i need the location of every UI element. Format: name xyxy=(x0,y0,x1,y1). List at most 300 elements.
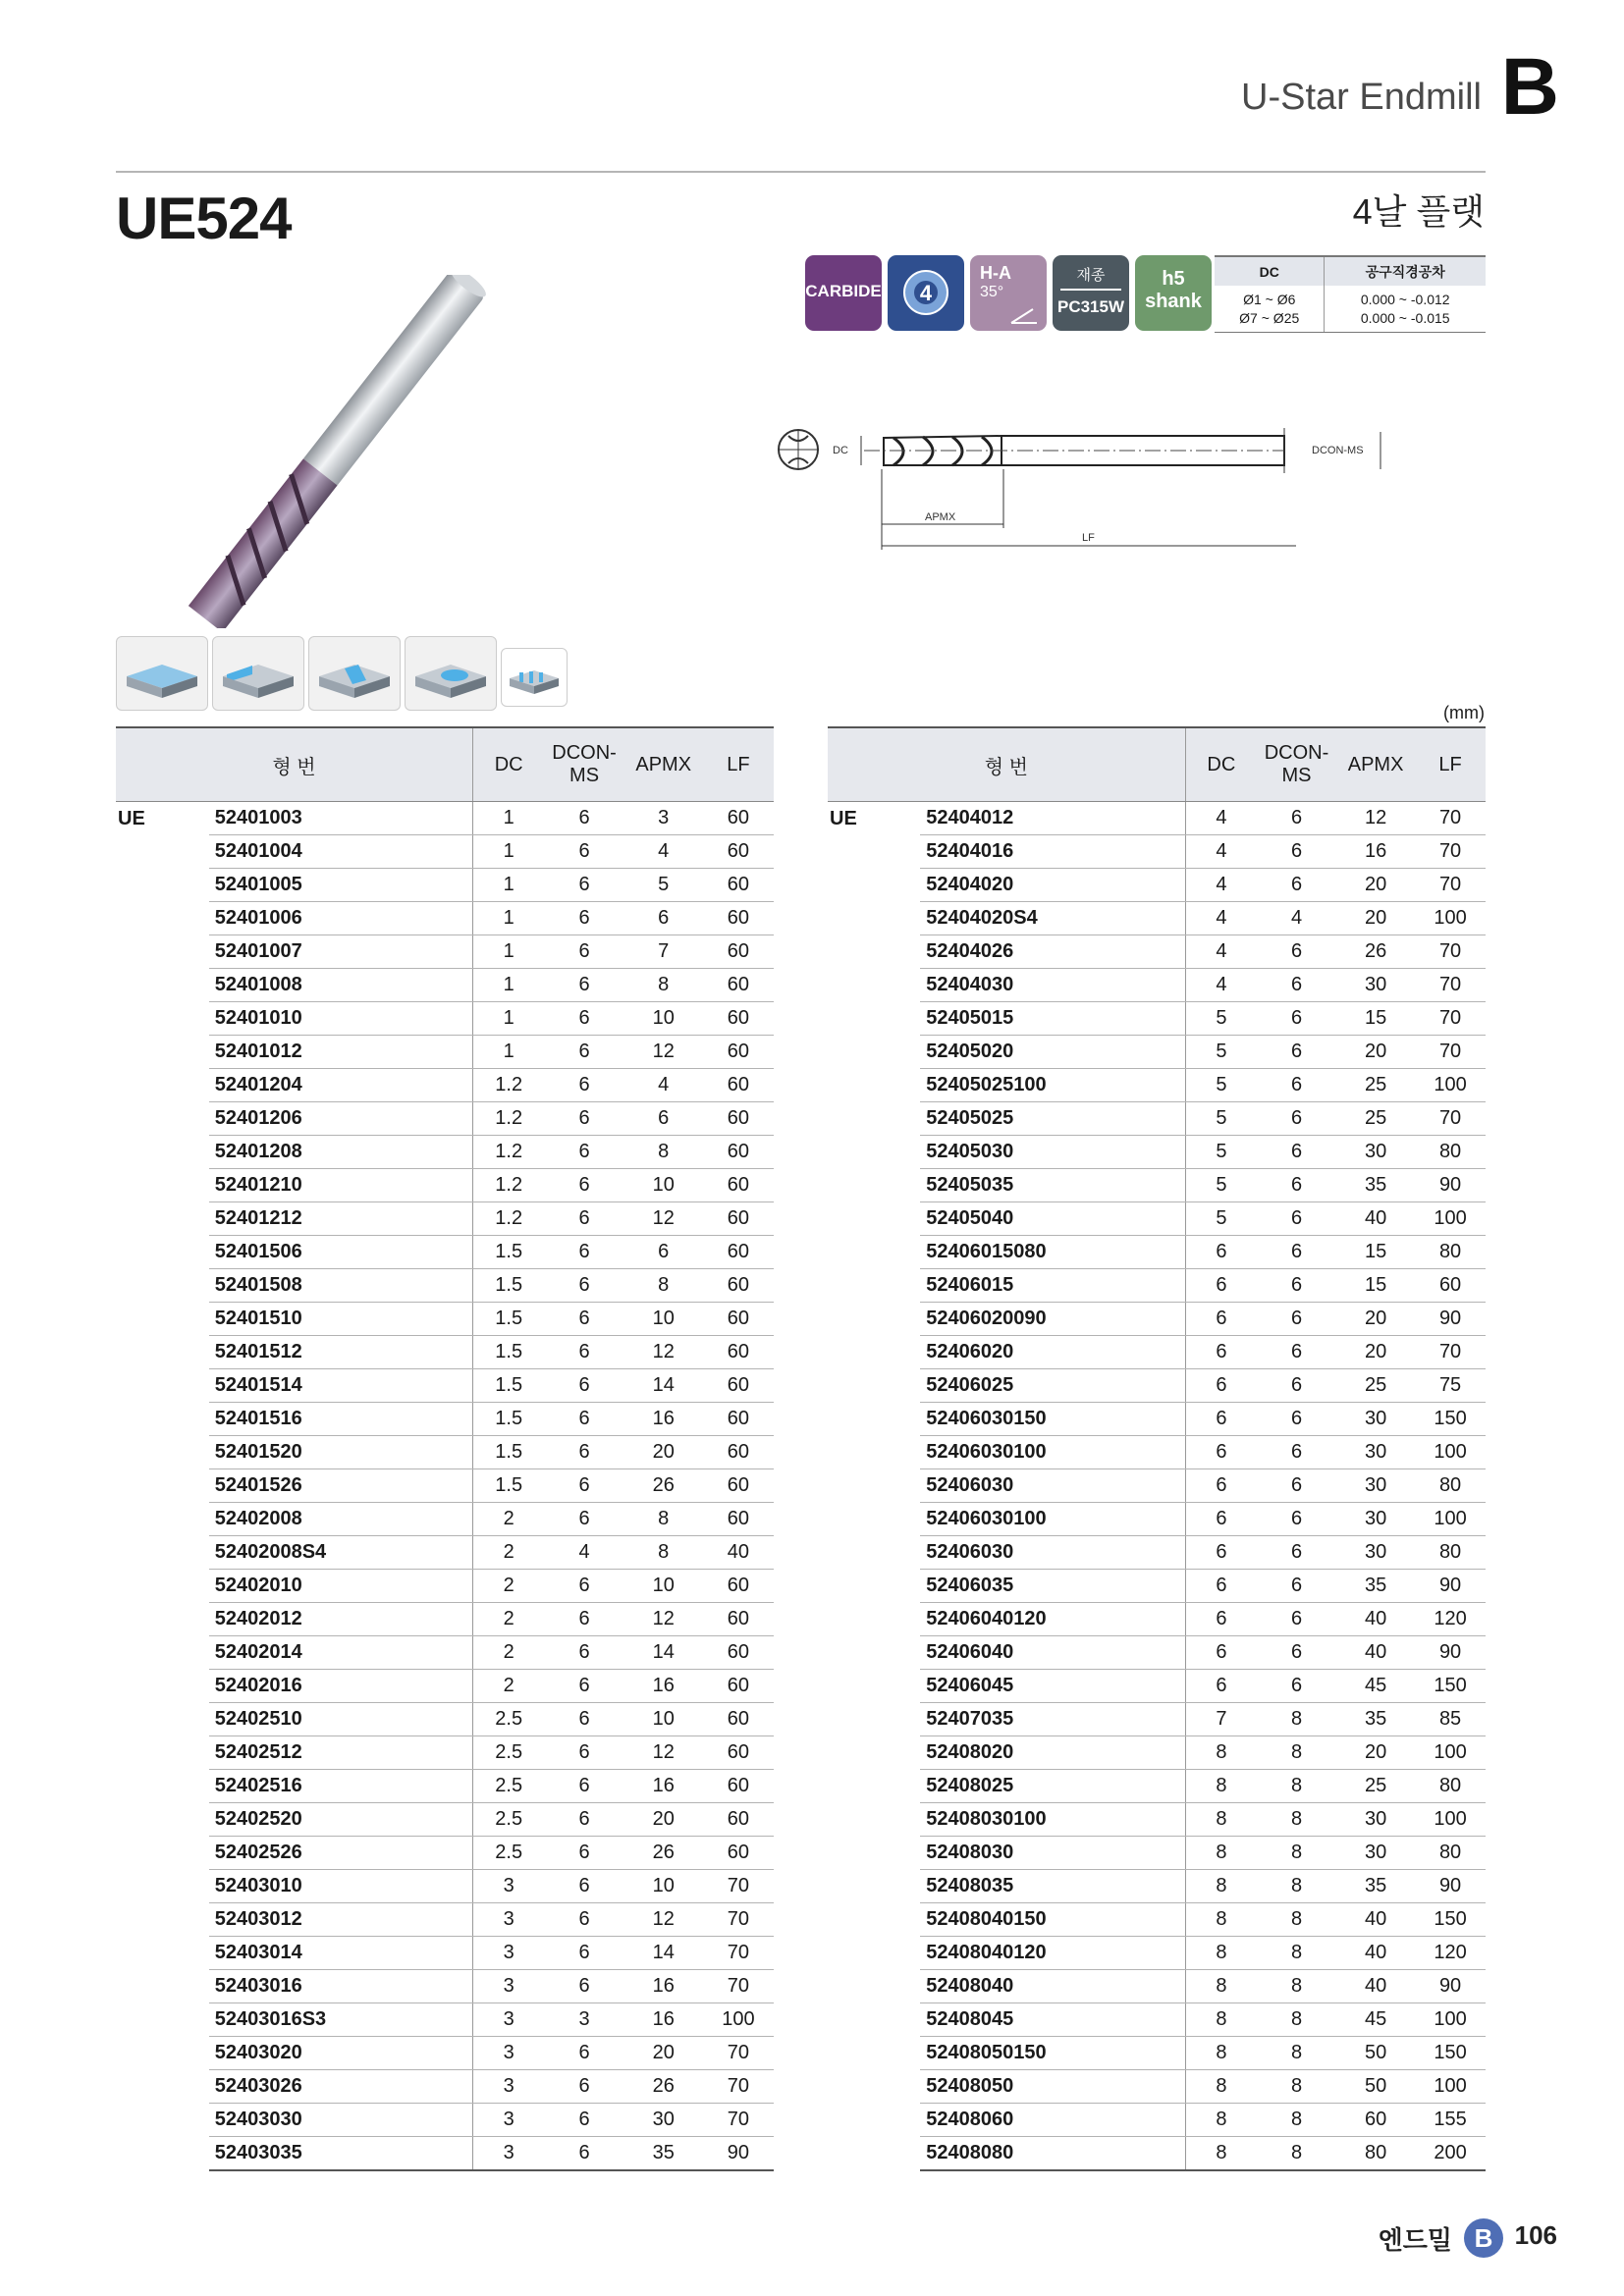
product-code: 52406020 xyxy=(920,1336,1185,1369)
dc-value: 3 xyxy=(472,1970,544,2003)
apmx-value: 26 xyxy=(624,1469,703,1503)
lf-value: 60 xyxy=(703,1403,774,1436)
product-code: 52406040 xyxy=(920,1636,1185,1670)
dc-value: 4 xyxy=(1185,869,1257,902)
table-row xyxy=(116,2137,774,2171)
dcon-value: 6 xyxy=(544,1303,623,1336)
table-row xyxy=(116,1970,774,2003)
table-row xyxy=(828,1736,1486,1770)
apmx-value: 12 xyxy=(624,1736,703,1770)
product-code: 52402526 xyxy=(209,1837,473,1870)
product-code: 52403035 xyxy=(209,2137,473,2171)
dcon-value: 6 xyxy=(1257,1536,1336,1570)
apmx-value: 35 xyxy=(1336,1703,1415,1736)
dc-value: 1.2 xyxy=(472,1136,544,1169)
table-row xyxy=(116,935,774,969)
lf-value: 60 xyxy=(703,1336,774,1369)
apmx-value: 80 xyxy=(1336,2137,1415,2171)
side-milling-icon xyxy=(212,636,304,711)
apmx-value: 14 xyxy=(624,1937,703,1970)
lf-value: 60 xyxy=(703,1269,774,1303)
dcon-value: 6 xyxy=(544,2104,623,2137)
dcon-value: 6 xyxy=(1257,1036,1336,1069)
apmx-value: 8 xyxy=(624,1503,703,1536)
table-row xyxy=(828,2070,1486,2104)
table-row xyxy=(828,935,1486,969)
apmx-value: 4 xyxy=(624,1069,703,1102)
header-divider xyxy=(116,171,1486,173)
apmx-value: 15 xyxy=(1336,1236,1415,1269)
dc-value: 6 xyxy=(1185,1403,1257,1436)
dcon-value: 6 xyxy=(1257,1369,1336,1403)
tolerance-value: 0.000 ~ -0.012 0.000 ~ -0.015 xyxy=(1325,286,1486,333)
table-row xyxy=(828,1870,1486,1903)
dc-value: 1.5 xyxy=(472,1236,544,1269)
dcon-value: 8 xyxy=(1257,1736,1336,1770)
lf-value: 70 xyxy=(1415,935,1486,969)
dcon-value: 6 xyxy=(1257,1503,1336,1536)
lf-value: 70 xyxy=(1415,969,1486,1002)
apmx-value: 40 xyxy=(1336,1636,1415,1670)
apmx-value: 26 xyxy=(1336,935,1415,969)
dcon-value: 6 xyxy=(544,1169,623,1202)
lf-value: 100 xyxy=(1415,2070,1486,2104)
apmx-value: 30 xyxy=(1336,1837,1415,1870)
dc-value: 1.2 xyxy=(472,1102,544,1136)
apmx-value: 12 xyxy=(1336,802,1415,835)
table-row xyxy=(116,1937,774,1970)
table-row xyxy=(828,1369,1486,1403)
product-code: 52406045 xyxy=(920,1670,1185,1703)
dcon-value: 6 xyxy=(544,1236,623,1269)
dcon-value: 6 xyxy=(544,1837,623,1870)
dc-value: 6 xyxy=(1185,1636,1257,1670)
lf-value: 70 xyxy=(703,1903,774,1937)
table-row xyxy=(828,1102,1486,1136)
dcon-value: 6 xyxy=(1257,1570,1336,1603)
apmx-value: 10 xyxy=(624,1169,703,1202)
apmx-value: 30 xyxy=(1336,969,1415,1002)
product-code: 52402016 xyxy=(209,1670,473,1703)
dc-value: 6 xyxy=(1185,1570,1257,1603)
apmx-value: 20 xyxy=(1336,1736,1415,1770)
dcon-value: 6 xyxy=(1257,1069,1336,1102)
lf-value: 80 xyxy=(1415,1236,1486,1269)
table-row xyxy=(116,2037,774,2070)
table-row xyxy=(116,1202,774,1236)
dc-value: 1.5 xyxy=(472,1269,544,1303)
lf-value: 70 xyxy=(703,1937,774,1970)
product-code: 52401520 xyxy=(209,1436,473,1469)
dc-value: 8 xyxy=(1185,2037,1257,2070)
dcon-value: 6 xyxy=(1257,1269,1336,1303)
product-code: 52403014 xyxy=(209,1937,473,1970)
dc-value: 6 xyxy=(1185,1236,1257,1269)
dcon-value: 8 xyxy=(1257,1837,1336,1870)
table-row xyxy=(828,1069,1486,1102)
dcon-value: 8 xyxy=(1257,1970,1336,2003)
dc-value: 8 xyxy=(1185,1937,1257,1970)
dcon-value: 6 xyxy=(544,1770,623,1803)
lf-value: 100 xyxy=(1415,2003,1486,2037)
dcon-value: 6 xyxy=(544,969,623,1002)
table-row xyxy=(828,2104,1486,2137)
product-code: 52406030100 xyxy=(920,1503,1185,1536)
apmx-value: 20 xyxy=(624,1803,703,1837)
dcon-value: 6 xyxy=(1257,1002,1336,1036)
product-code: 52402014 xyxy=(209,1636,473,1670)
dc-value: 3 xyxy=(472,2137,544,2171)
product-code: 52401010 xyxy=(209,1002,473,1036)
dcon-value: 6 xyxy=(544,1036,623,1069)
table-row xyxy=(116,1169,774,1202)
dc-value: 3 xyxy=(472,1870,544,1903)
dc-value: 1.5 xyxy=(472,1469,544,1503)
product-code: 52402510 xyxy=(209,1703,473,1736)
dc-value: 6 xyxy=(1185,1269,1257,1303)
table-row xyxy=(116,869,774,902)
lf-value: 70 xyxy=(703,2070,774,2104)
header-code: 형 번 xyxy=(116,727,472,802)
dc-value: 2 xyxy=(472,1636,544,1670)
dc-value: 8 xyxy=(1185,1837,1257,1870)
product-code: 52406030 xyxy=(920,1469,1185,1503)
dc-value: 6 xyxy=(1185,1503,1257,1536)
product-code: 52401514 xyxy=(209,1369,473,1403)
product-code: 52404012 xyxy=(920,802,1185,835)
lf-value: 60 xyxy=(703,969,774,1002)
product-code: 52408030 xyxy=(920,1837,1185,1870)
dc-value: 3 xyxy=(472,1903,544,1937)
dcon-value: 6 xyxy=(544,869,623,902)
product-code: 52401516 xyxy=(209,1403,473,1436)
dc-value: 1.2 xyxy=(472,1069,544,1102)
dc-value: 5 xyxy=(1185,1069,1257,1102)
tolerance-dc: Ø1 ~ Ø6 Ø7 ~ Ø25 xyxy=(1215,286,1325,333)
table-row xyxy=(116,1770,774,1803)
apmx-value: 20 xyxy=(1336,902,1415,935)
dc-value: 2.5 xyxy=(472,1736,544,1770)
lf-value: 100 xyxy=(1415,1803,1486,1837)
table-row xyxy=(116,1803,774,1837)
dcon-value: 8 xyxy=(1257,2037,1336,2070)
lf-value: 60 xyxy=(703,802,774,835)
table-row xyxy=(828,1903,1486,1937)
table-row xyxy=(116,1403,774,1436)
dc-value: 2.5 xyxy=(472,1803,544,1837)
table-row xyxy=(828,802,1486,835)
product-code: 52404020 xyxy=(920,869,1185,902)
table-row xyxy=(828,2037,1486,2070)
unit-label: (mm) xyxy=(1443,703,1485,722)
dc-value: 8 xyxy=(1185,1736,1257,1770)
apmx-value: 25 xyxy=(1336,1069,1415,1102)
dcon-value: 6 xyxy=(544,1670,623,1703)
dcon-value: 8 xyxy=(1257,2104,1336,2137)
dcon-value: 6 xyxy=(544,1937,623,1970)
dcon-value: 4 xyxy=(544,1536,623,1570)
dcon-value: 6 xyxy=(1257,1236,1336,1269)
four-flute-badge xyxy=(888,255,964,331)
lf-value: 60 xyxy=(703,1169,774,1202)
apmx-value: 12 xyxy=(624,1036,703,1069)
dc-value: 6 xyxy=(1185,1536,1257,1570)
product-code: 52401508 xyxy=(209,1269,473,1303)
table-row xyxy=(116,1236,774,1269)
table-row xyxy=(116,902,774,935)
dcon-value: 3 xyxy=(544,2003,623,2037)
section-letter: B xyxy=(1500,42,1559,132)
lf-value: 90 xyxy=(1415,1303,1486,1336)
table-row xyxy=(116,2104,774,2137)
table-row xyxy=(116,1336,774,1369)
lf-value: 60 xyxy=(703,1002,774,1036)
apmx-value: 30 xyxy=(1336,1503,1415,1536)
lf-value: 60 xyxy=(703,835,774,869)
product-code: 52406035 xyxy=(920,1570,1185,1603)
svg-text:APMX: APMX xyxy=(925,511,956,523)
table-row xyxy=(828,1002,1486,1036)
dcon-value: 8 xyxy=(1257,1937,1336,1970)
header-lf: LF xyxy=(703,727,774,802)
header-code: 형 번 xyxy=(828,727,1185,802)
product-code: 52408025 xyxy=(920,1770,1185,1803)
apmx-value: 30 xyxy=(1336,1403,1415,1436)
dcon-value: 6 xyxy=(544,1102,623,1136)
table-row xyxy=(116,1837,774,1870)
table-row xyxy=(828,2137,1486,2171)
apmx-value: 25 xyxy=(1336,1102,1415,1136)
product-code: 52408040120 xyxy=(920,1937,1185,1970)
product-code: 52401204 xyxy=(209,1069,473,1102)
apmx-value: 10 xyxy=(624,1570,703,1603)
apmx-value: 20 xyxy=(624,2037,703,2070)
dcon-value: 6 xyxy=(1257,1169,1336,1202)
apmx-value: 15 xyxy=(1336,1002,1415,1036)
table-row xyxy=(828,1202,1486,1236)
product-code: 52402516 xyxy=(209,1770,473,1803)
dc-value: 1 xyxy=(472,935,544,969)
apmx-value: 35 xyxy=(624,2137,703,2171)
lf-value: 70 xyxy=(1415,1102,1486,1136)
apmx-value: 60 xyxy=(1336,2104,1415,2137)
apmx-value: 8 xyxy=(624,1269,703,1303)
lf-value: 60 xyxy=(703,1469,774,1503)
dc-value: 2.5 xyxy=(472,1837,544,1870)
tolerance-header-dc: DC xyxy=(1215,256,1325,286)
facing-icon xyxy=(116,636,208,711)
model-subtitle: 4날 플랫 xyxy=(1352,191,1485,232)
lf-value: 80 xyxy=(1415,1136,1486,1169)
lf-value: 155 xyxy=(1415,2104,1486,2137)
dc-value: 2 xyxy=(472,1603,544,1636)
dc-value: 1.5 xyxy=(472,1436,544,1469)
product-code: 52408035 xyxy=(920,1870,1185,1903)
lf-value: 60 xyxy=(703,1102,774,1136)
dc-value: 8 xyxy=(1185,2104,1257,2137)
table-row xyxy=(116,1736,774,1770)
dcon-value: 6 xyxy=(1257,835,1336,869)
product-code: 52403012 xyxy=(209,1903,473,1937)
lf-value: 85 xyxy=(1415,1703,1486,1736)
product-code: 52408040 xyxy=(920,1970,1185,2003)
dc-value: 3 xyxy=(472,1937,544,1970)
product-code: 52401206 xyxy=(209,1102,473,1136)
table-row xyxy=(116,1436,774,1469)
series-prefix: UE xyxy=(118,808,145,829)
product-code: 52401007 xyxy=(209,935,473,969)
lf-value: 80 xyxy=(1415,1837,1486,1870)
lf-value: 40 xyxy=(703,1536,774,1570)
lf-value: 60 xyxy=(703,1636,774,1670)
lf-value: 60 xyxy=(1415,1269,1486,1303)
product-code: 52406020090 xyxy=(920,1303,1185,1336)
table-row xyxy=(828,1970,1486,2003)
table-row xyxy=(828,869,1486,902)
lf-value: 60 xyxy=(703,935,774,969)
dc-value: 2 xyxy=(472,1570,544,1603)
product-code: 52408045 xyxy=(920,2003,1185,2037)
coating-badge: 재종 PC315W xyxy=(1053,255,1129,331)
dcon-value: 6 xyxy=(1257,969,1336,1002)
product-code: 52408040150 xyxy=(920,1903,1185,1937)
svg-text:DC: DC xyxy=(833,445,848,456)
dc-value: 6 xyxy=(1185,1670,1257,1703)
dcon-value: 6 xyxy=(544,1803,623,1837)
table-row xyxy=(116,1369,774,1403)
product-code: 52401005 xyxy=(209,869,473,902)
header-dc: DC xyxy=(1185,727,1257,802)
dcon-value: 6 xyxy=(544,2137,623,2171)
apmx-value: 40 xyxy=(1336,1202,1415,1236)
lf-value: 100 xyxy=(1415,1069,1486,1102)
lf-value: 75 xyxy=(1415,1369,1486,1403)
product-code: 52408080 xyxy=(920,2137,1185,2171)
table-row xyxy=(116,1036,774,1069)
dc-value: 1 xyxy=(472,1036,544,1069)
helix-angle-icon xyxy=(1009,307,1039,325)
product-code: 52406030150 xyxy=(920,1403,1185,1436)
dc-value: 1.2 xyxy=(472,1202,544,1236)
table-row xyxy=(116,1703,774,1736)
apmx-value: 6 xyxy=(624,902,703,935)
product-code: 52403020 xyxy=(209,2037,473,2070)
apmx-value: 16 xyxy=(624,2003,703,2037)
dc-value: 8 xyxy=(1185,1803,1257,1837)
dcon-value: 6 xyxy=(544,802,623,835)
dcon-value: 6 xyxy=(544,1469,623,1503)
lf-value: 90 xyxy=(1415,1570,1486,1603)
product-code: 52401003 xyxy=(209,802,473,835)
apmx-value: 15 xyxy=(1336,1269,1415,1303)
dcon-value: 6 xyxy=(1257,1136,1336,1169)
dcon-value: 6 xyxy=(544,1002,623,1036)
product-code: 52401006 xyxy=(209,902,473,935)
table-row xyxy=(116,1503,774,1536)
dcon-value: 6 xyxy=(1257,1436,1336,1469)
product-code: 52404030 xyxy=(920,969,1185,1002)
header-apmx: APMX xyxy=(624,727,703,802)
table-row xyxy=(116,835,774,869)
apmx-value: 16 xyxy=(1336,835,1415,869)
apmx-value: 4 xyxy=(624,835,703,869)
lf-value: 60 xyxy=(703,1436,774,1469)
table-row xyxy=(116,2003,774,2037)
product-code: 52401004 xyxy=(209,835,473,869)
dc-value: 3 xyxy=(472,2104,544,2137)
product-code: 52406040120 xyxy=(920,1603,1185,1636)
apmx-value: 14 xyxy=(624,1636,703,1670)
dc-value: 5 xyxy=(1185,1102,1257,1136)
apmx-value: 16 xyxy=(624,1970,703,2003)
dc-value: 3 xyxy=(472,2003,544,2037)
lf-value: 60 xyxy=(703,1770,774,1803)
dc-value: 8 xyxy=(1185,2070,1257,2104)
dcon-value: 6 xyxy=(1257,1202,1336,1236)
dcon-value: 6 xyxy=(544,1202,623,1236)
apmx-value: 25 xyxy=(1336,1770,1415,1803)
product-code: 52401208 xyxy=(209,1136,473,1169)
footer-section-badge: B xyxy=(1464,2218,1503,2258)
lf-value: 60 xyxy=(703,1703,774,1736)
svg-text:DCON-MS: DCON-MS xyxy=(1312,445,1364,456)
product-code: 52402520 xyxy=(209,1803,473,1837)
lf-value: 100 xyxy=(703,2003,774,2037)
dc-value: 6 xyxy=(1185,1603,1257,1636)
multi-slot-icon xyxy=(501,648,568,707)
product-code: 52403016S3 xyxy=(209,2003,473,2037)
dc-value: 2 xyxy=(472,1503,544,1536)
dcon-value: 6 xyxy=(544,1570,623,1603)
lf-value: 70 xyxy=(1415,835,1486,869)
table-row xyxy=(828,1636,1486,1670)
dc-value: 1.5 xyxy=(472,1336,544,1369)
lf-value: 60 xyxy=(703,1803,774,1837)
section-title: U-Star Endmill xyxy=(1241,77,1482,118)
product-code: 52408020 xyxy=(920,1736,1185,1770)
apmx-value: 8 xyxy=(624,1136,703,1169)
lf-value: 90 xyxy=(1415,1970,1486,2003)
header-dc: DC xyxy=(472,727,544,802)
header-apmx: APMX xyxy=(1336,727,1415,802)
table-row xyxy=(116,969,774,1002)
table-row xyxy=(828,1570,1486,1603)
dcon-value: 6 xyxy=(544,1336,623,1369)
table-row xyxy=(828,1136,1486,1169)
dcon-value: 6 xyxy=(544,1703,623,1736)
lf-value: 70 xyxy=(1415,1036,1486,1069)
dcon-value: 8 xyxy=(1257,2003,1336,2037)
table-row xyxy=(116,802,774,835)
product-code: 52403010 xyxy=(209,1870,473,1903)
table-row xyxy=(828,1169,1486,1202)
page-number: 106 xyxy=(1514,2220,1557,2250)
table-row xyxy=(828,2003,1486,2037)
dcon-value: 6 xyxy=(1257,802,1336,835)
table-row xyxy=(828,1403,1486,1436)
header-dcon: DCON-MS xyxy=(544,727,623,802)
apmx-value: 40 xyxy=(1336,1937,1415,1970)
table-row xyxy=(828,1770,1486,1803)
apmx-value: 30 xyxy=(624,2104,703,2137)
apmx-value: 6 xyxy=(624,1102,703,1136)
dcon-value: 6 xyxy=(544,902,623,935)
lf-value: 100 xyxy=(1415,1503,1486,1536)
series-prefix: UE xyxy=(830,808,857,829)
lf-value: 90 xyxy=(1415,1636,1486,1670)
table-row xyxy=(116,1469,774,1503)
pocketing-icon xyxy=(405,636,497,711)
